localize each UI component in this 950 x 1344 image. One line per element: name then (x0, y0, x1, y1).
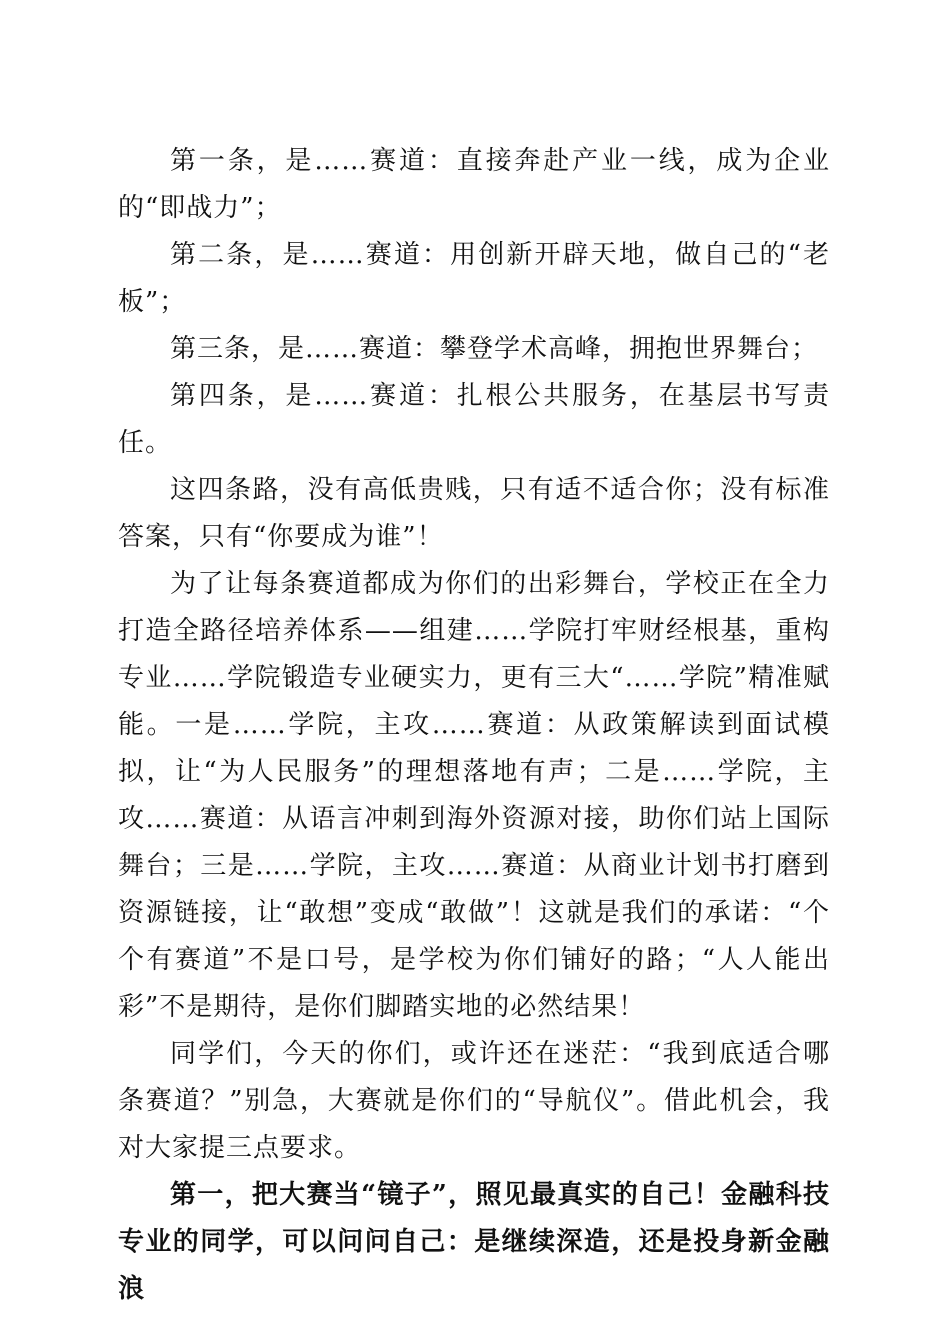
paragraph-track-four: 第四条，是……赛道：扎根公共服务，在基层书写责任。 (118, 381, 830, 458)
paragraph-students-address: 同学们，今天的你们，或许还在迷茫：“我到底适合哪条赛道？”别急，大赛就是你们的“导航仪”。借此机会，我对大家提三点要求。 (118, 1039, 830, 1163)
paragraph-four-paths: 这四条路，没有高低贵贱，只有适不适合你；没有标准答案，只有“你要成为谁”！ (118, 475, 830, 552)
paragraph-track-two: 第二条，是……赛道：用创新开辟天地，做自己的“老板”； (118, 240, 830, 317)
paragraph-training-system: 为了让每条赛道都成为你们的出彩舞台，学校正在全力打造全路径培养体系——组建……学院打牢财经根基，重构专业……学院锻造专业硬实力，更有三大“……学院”精准赋能。一是……学院，主攻……赛道：从政策解读到面试模拟，让“为人民服务”的理想落地有声；二是……学院，主攻……赛道：从语言冲刺到海外资源对接，助你们站上国际舞台；三是……学院，主攻……赛道：从商业计划书打磨到资源链接，让“敢想”变成“敢做”！这就是我们的承诺：“个个有赛道”不是口号，是学校为你们铺好的路；“人人能出彩”不是期待，是你们脚踏实地的必然结果！ (118, 569, 830, 1022)
paragraph-track-three: 第三条，是……赛道：攀登学术高峰，拥抱世界舞台； (170, 334, 819, 364)
paragraph-first-requirement: 第一，把大赛当“镜子”，照见最真实的自己！金融科技专业的同学，可以问问自己：是继续深造，还是投身新金融浪 (118, 1180, 830, 1304)
paragraph-track-one: 第一条，是……赛道：直接奔赴产业一线，成为企业的“即战力”； (118, 146, 830, 223)
document-body (118, 138, 830, 1313)
